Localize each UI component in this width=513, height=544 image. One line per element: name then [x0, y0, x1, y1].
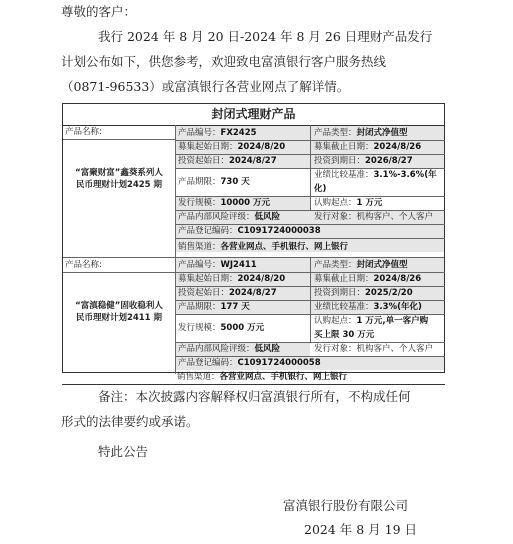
company-name: 富滇银行股份有限公司	[283, 498, 409, 513]
product-1-scale: 发行规模：10000 万元	[178, 198, 271, 208]
product-2-invest-end: 投资到期日：2025/2/20	[314, 288, 413, 298]
intro-line-2: 计划公布如下，供您参考，欢迎致电富滇银行客户服务热线	[61, 54, 387, 69]
product-2-channel-row: 销售渠道：各营业网点、手机银行、网上银行	[177, 372, 348, 382]
note-line-1: 备注：本次披露内容解释权归富滇银行所有，不构成任何	[98, 389, 411, 404]
product-2-scale: 发行规模：5000 万元	[178, 323, 265, 333]
product-1-invest-end: 投资到期日：2026/8/27	[314, 156, 413, 166]
product-table	[62, 103, 445, 373]
product-2-target: 发行对象：机构客户、个人客户	[314, 344, 434, 354]
product-2-term: 产品期限：177 天	[178, 302, 250, 312]
product-1-name-header: 产品名称:	[65, 127, 102, 137]
product-1-invest-start: 投资起始日：2024/8/27	[178, 156, 277, 166]
product-2-raise-start: 募集起始日期：2024/8/20	[178, 274, 286, 284]
product-1-type: 产品类型：封闭式净值型	[314, 128, 408, 138]
product-2-benchmark: 业绩比较基准：3.3%(年化)	[314, 302, 422, 312]
product-1-term: 产品期限：730 天	[178, 177, 250, 187]
product-2-code: 产品编号：WJ2411	[178, 260, 257, 270]
product-1-channel: 销售渠道：各营业网点、手机银行、网上银行	[178, 242, 349, 252]
product-2-raise-end: 募集截止日期：2024/8/26	[314, 274, 422, 284]
table-title: 封闭式理财产品	[63, 104, 444, 126]
product-2-name-header: 产品名称:	[65, 260, 102, 270]
product-1-target: 发行对象：机构客户、个人客户	[314, 212, 434, 222]
product-1-benchmark: 业绩比较基准：3.1%-3.6%(年 化)	[314, 170, 437, 194]
product-2-invest-start: 投资起始日：2024/8/27	[178, 288, 277, 298]
product-2-name: “富滇稳健”固收稳利人 民币理财计划2411 期	[75, 301, 163, 323]
product-1-raise-end: 募集截止日期：2024/8/26	[314, 142, 422, 152]
intro-line-1: 我行 2024 年 8 月 20 日-2024 年 8 月 26 日理财产品发行	[98, 29, 433, 44]
product-1-min: 认购起点：1 万元	[314, 198, 383, 208]
product-1-reg: 产品登记编码：C1091724000038	[178, 226, 321, 236]
product-1-risk: 产品内部风险评级：低风险	[178, 212, 281, 222]
product-2-min: 认购起点：1 万元,单一客户购 买上限 30 万元	[314, 316, 429, 340]
product-1-raise-start: 募集起始日期：2024/8/20	[178, 142, 286, 152]
notice-date: 2024 年 8 月 19 日	[304, 522, 418, 537]
product-2-risk: 产品内部风险评级：低风险	[178, 344, 281, 354]
product-1-name: “富聚财富”鑫葵系列人 民币理财计划2425 期	[75, 168, 163, 190]
product-1-code: 产品编号：FX2425	[178, 128, 257, 138]
intro-line-3: （0871-96533）或富滇银行各营业网点了解详情。	[61, 79, 350, 94]
closing-text: 特此公告	[98, 444, 149, 459]
note-line-2: 形式的法律要约或承诺。	[61, 414, 199, 429]
product-2-reg: 产品登记编码：C1091724000058	[178, 358, 321, 368]
greeting: 尊敬的客户：	[61, 4, 137, 19]
product-2-type: 产品类型：封闭式净值型	[314, 260, 408, 270]
